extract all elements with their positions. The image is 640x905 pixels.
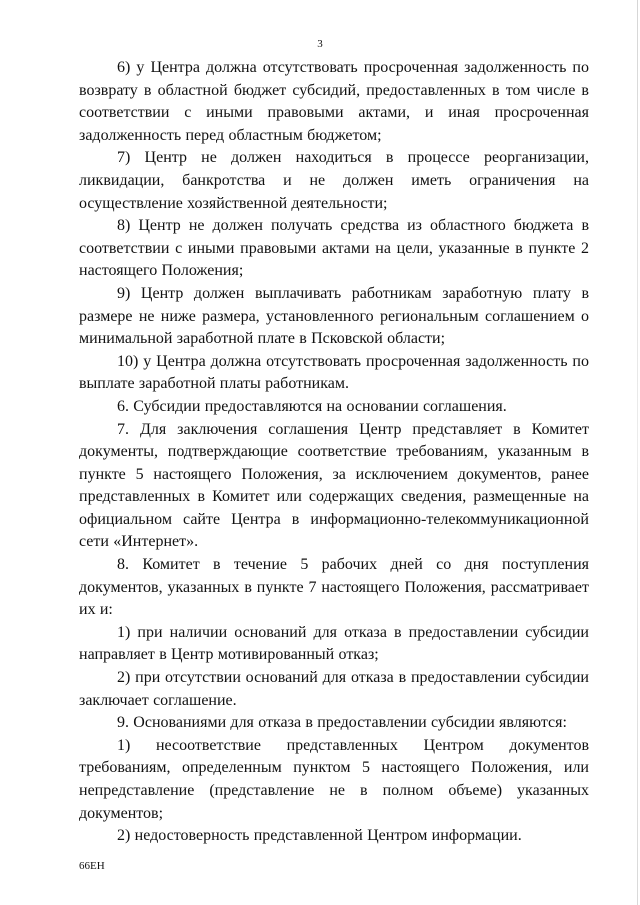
scan-edge-line [637,0,638,905]
footer-code: 66ЕН [79,860,105,872]
section-8-item-2: 2) при отсутствии оснований для отказа в предоставлении субсидии заключает соглашение. [79,669,589,709]
paragraph-item-10: 10) у Центра должна отсутствовать просроченная задолженность по выплате заработной платы работникам. [79,352,589,393]
section-9: 9. Основаниями для отказа в предоставлении субсидии являются: [117,714,567,732]
document-body [79,57,589,848]
section-6: 6. Субсидии предоставляются на основании соглашения. [117,397,507,415]
paragraph-item-8: 8) Центр не должен получать средства из областного бюджета в соответствии с иными правовыми актами на цели, указанные в пункте 2 настоящего Положения; [79,217,589,280]
paragraph-item-6: 6) у Центра должна отсутствовать просроченная задолженность по возврату в областной бюджет субсидий, предоставленных в том числе в соответствии с иными правовыми актами, и иная просроченная задолженность перед областным бюджетом; [79,59,589,144]
section-8: 8. Комитет в течение 5 рабочих дней со дня поступления документов, указанных в пункте 7 настоящего Положения, рассматривает их и: [79,556,589,619]
paragraph-item-9: 9) Центр должен выплачивать работникам заработную плату в размере не ниже размера, установленного региональным соглашением о минимальной заработной плате в Псковской области; [79,284,589,348]
section-8-item-1: 1) при наличии оснований для отказа в предоставлении субсидии направляет в Центр мотивированный отказ; [79,623,589,664]
section-9-item-2: 2) недостоверность представленной Центром информации. [117,827,522,845]
paragraph-item-7: 7) Центр не должен находиться в процессе реорганизации, ликвидации, банкротства и не должен иметь ограничения на осуществление хозяйственной деятельности; [79,149,589,212]
section-7: 7. Для заключения соглашения Центр представляет в Комитет документы, подтверждающие соответствие требованиям, указанным в пункте 5 настоящего Положения, за исключением документов, ранее представленных в Комитет или содержащих сведения, размещенные на официальном сайте Центра в информационно-телекоммуникационной сети «Интернет». [79,420,589,551]
page-number: 3 [317,38,323,50]
section-9-item-1: 1) несоответствие представленных Центром документов требованиям, определенным пунктом 5 настоящего Положения, или непредставление (представление не в полном объеме) указанных документов; [79,736,589,822]
